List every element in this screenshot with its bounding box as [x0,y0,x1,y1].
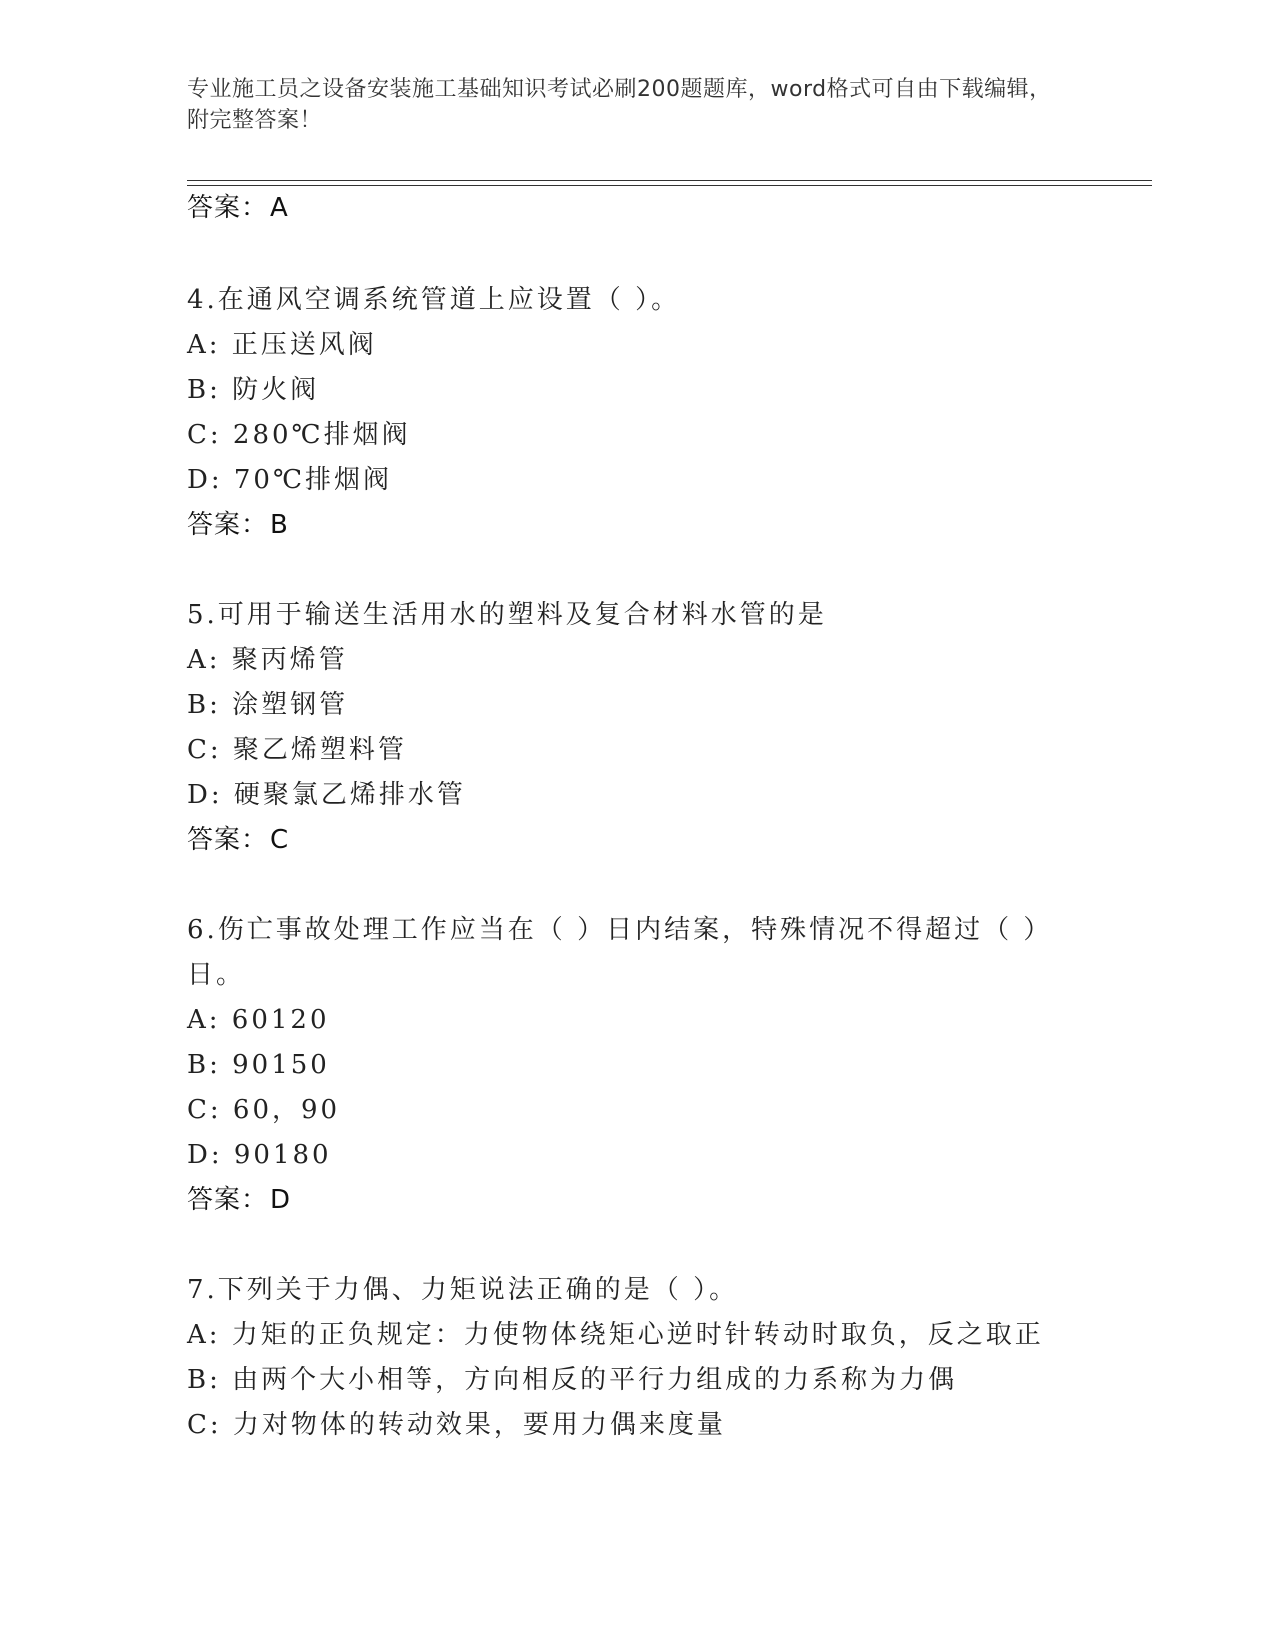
question-6-option-c: C: 60，90 [187,1095,341,1125]
answer-value: B [270,510,289,540]
question-7-option-b: B: 由两个大小相等，方向相反的平行力组成的力系称为力偶 [187,1365,958,1395]
header-divider-top [187,180,1152,181]
document-header: 专业施工员之设备安装施工基础知识考试必刷200题题库，word格式可自由下载编辑，附完整答案！ [187,77,1052,133]
answer-label: 答案： [187,1185,269,1215]
answer-label: 答案： [187,193,269,223]
answer-value: C [270,825,290,855]
answer-value: A [270,193,289,223]
question-6-text-line1: 6.伤亡事故处理工作应当在（ ）日内结案，特殊情况不得超过（ ） [187,915,1053,945]
question-4-answer [187,508,289,542]
question-7-option-c: C: 力对物体的转动效果，要用力偶来度量 [187,1410,726,1440]
question-6-option-b: B: 90150 [187,1050,330,1080]
answer-value: D [270,1185,292,1215]
question-6-option-d: D: 90180 [187,1140,332,1170]
answer-label: 答案： [187,825,269,855]
question-4-option-b: B: 防火阀 [187,375,320,405]
question-6-text-line2: 日。 [187,960,246,990]
question-7-option-a: A: 力矩的正负规定：力使物体绕矩心逆时针转动时取负，反之取正 [187,1320,1044,1350]
answer-label: 答案： [187,510,269,540]
answer-prev [187,191,289,225]
question-7-text: 7.下列关于力偶、力矩说法正确的是（ ）。 [187,1275,739,1305]
question-6-option-a: A: 60120 [187,1005,330,1035]
question-6-answer [187,1183,291,1217]
question-5-option-a: A: 聚丙烯管 [187,645,348,675]
question-4-option-c: C: 280℃排烟阀 [187,420,411,450]
question-4-text: 4.在通风空调系统管道上应设置（ ）。 [187,285,681,315]
header-divider-bottom [187,185,1152,186]
question-5-answer [187,823,289,857]
question-5-option-c: C: 聚乙烯塑料管 [187,735,407,765]
question-5-option-d: D: 硬聚氯乙烯排水管 [187,780,466,810]
question-4-option-a: A: 正压送风阀 [187,330,377,360]
question-4-option-d: D: 70℃排烟阀 [187,465,393,495]
question-5-option-b: B: 涂塑钢管 [187,690,349,720]
question-5-text: 5.可用于输送生活用水的塑料及复合材料水管的是 [187,600,827,630]
